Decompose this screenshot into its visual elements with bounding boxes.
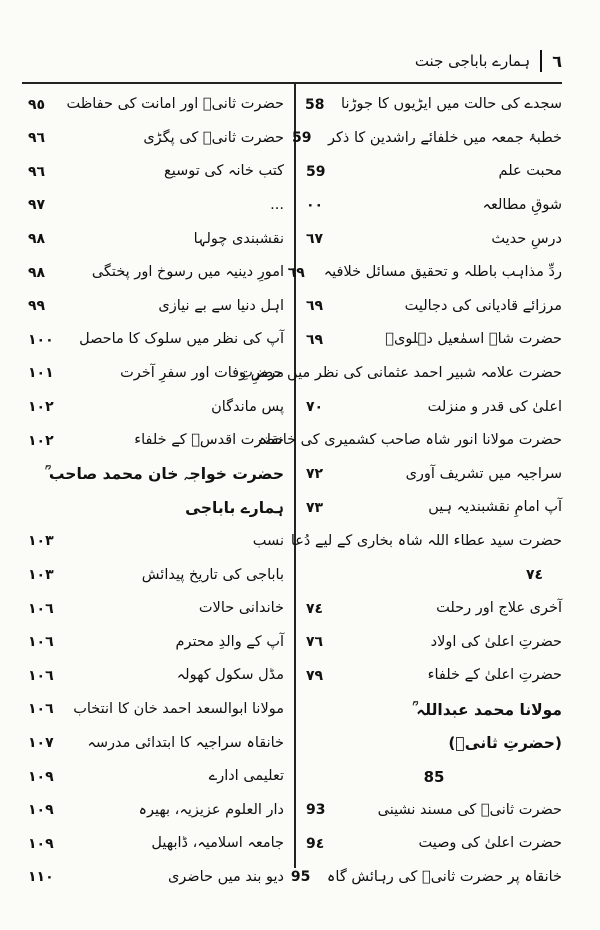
section-heading <box>306 695 562 725</box>
toc-entry-page: 58 <box>305 96 325 113</box>
toc-entry-page: ١١٠ <box>28 869 54 886</box>
toc-entry <box>28 325 284 355</box>
toc-entry-page: ٩٨ <box>28 264 46 281</box>
toc-entry <box>28 661 284 691</box>
toc-entry <box>28 695 284 725</box>
toc-entry-page: ١٠٩ <box>28 835 54 852</box>
toc-entry-title: نقشبندی چولہا <box>193 230 284 247</box>
toc-entry-title: خانقاہ سراجیہ کا ابتدائی مدرسہ <box>87 734 284 751</box>
toc-entry-title: مرضِ وفات اور سفرِ آخرت <box>120 365 284 382</box>
toc-entry <box>306 460 562 490</box>
toc-entry <box>292 124 562 154</box>
toc-entry-page: ٧٤ <box>306 600 324 617</box>
toc-entry-page: 85 <box>423 768 445 786</box>
toc-entry-title: خاندانی حالات <box>198 600 284 617</box>
toc-entry <box>258 426 562 456</box>
toc-entry-page: 9٤ <box>306 835 325 852</box>
toc-entry-page: ١٠٦ <box>28 667 54 684</box>
toc-entry-title: مولانا ابوالسعد احمد خان کا انتخاب <box>73 701 284 718</box>
toc-entry-page: ١٠١ <box>28 365 54 382</box>
toc-entry-page: ٧٦ <box>306 634 324 651</box>
toc-entry-title: حضرت ثانیؒ اور امانت کی حفاظت <box>66 96 284 113</box>
toc-entry-title: جامعہ اسلامیہ، ڈابھیل <box>151 835 284 852</box>
toc-entry-page: ٩٧ <box>28 197 46 214</box>
toc-entry <box>306 224 562 254</box>
toc-entry <box>306 392 562 422</box>
toc-entry <box>306 762 562 792</box>
toc-entry-page: 59 <box>292 130 312 147</box>
toc-entry <box>28 224 284 254</box>
toc-entry <box>28 292 284 322</box>
toc-entry-title: مرزائے قادیانی کی دجالیت <box>404 297 562 314</box>
toc-entry-page: ٩٥ <box>28 96 46 113</box>
toc-entry <box>28 527 284 557</box>
toc-entry-page: ٧٣ <box>306 499 324 516</box>
toc-entry-title: اعلیٰ کی قدر و منزلت <box>427 398 562 415</box>
toc-entry <box>287 258 562 288</box>
toc-entry-title: حضرت اقدسؒ کے خلفاء <box>134 432 284 449</box>
toc-left-column <box>28 90 284 890</box>
toc-entry-page: ١٠٠ <box>28 331 54 348</box>
toc-entry <box>306 628 562 658</box>
toc-entry <box>306 493 562 523</box>
toc-entry-title: حضرتِ اعلیٰ کے خلفاء <box>427 667 562 684</box>
toc-entry-page: ٧٩ <box>306 667 324 684</box>
toc-entry-title: محبت علم <box>498 163 562 180</box>
toc-entry-title: باباجی کی تاریخ پیدائش <box>141 566 284 583</box>
toc-entry-page: ١٠٢ <box>28 432 54 449</box>
toc-entry-page: 59 <box>306 163 326 180</box>
toc-entry-title: حضرت مولانا انور شاہ صاحب کشمیری کی خانقاہ <box>258 432 562 449</box>
toc-entry <box>28 728 284 758</box>
toc-entry-title: حضرت ثانیؒ کی پگڑی <box>143 129 284 146</box>
toc-entry-title: مولانا محمد عبداللہ ؒ <box>412 700 562 719</box>
toc-entry-page: ١٠٦ <box>28 600 54 617</box>
toc-entry-title: آپ امامِ نقشبندیہ ہیں <box>428 499 562 516</box>
toc-entry-page: ٦٧ <box>306 230 324 247</box>
toc-entry-title: نسب <box>252 533 284 550</box>
toc-entry-page: ١٠٧ <box>28 734 54 751</box>
toc-entry-title: مڈل سکول کھولہ <box>176 667 284 684</box>
toc-entry-title: کتب خانہ کی توسیع <box>163 163 284 180</box>
toc-entry <box>28 157 284 187</box>
toc-entry-page: ٧٢ <box>306 466 324 483</box>
toc-entry-title: شوقِ مطالعہ <box>482 197 562 214</box>
toc-entry-title: خطبۂ جمعہ میں خلفائے راشدین کا ذکر <box>328 129 562 146</box>
toc-entry-page: ١٠٩ <box>28 768 54 785</box>
section-heading <box>28 460 284 490</box>
toc-entry-title: (حضرتِ ثانیؒ) <box>448 734 562 753</box>
toc-entry <box>290 863 562 893</box>
toc-entry-title: درسِ حدیث <box>491 230 562 247</box>
toc-entry-page: 95 <box>290 869 311 886</box>
toc-entry-title: حضرت شاہ اسمٰعیل دہلویؒ <box>385 331 562 348</box>
toc-entry-page: ٩٦ <box>28 130 46 147</box>
toc-entry-title: اہل دنیا سے بے نیازی <box>158 297 284 314</box>
toc-entry <box>28 191 284 221</box>
toc-entry <box>306 594 562 624</box>
toc-entry-page: ٩٦ <box>28 163 46 180</box>
toc-entry-page: ١٠٦ <box>28 701 54 718</box>
section-heading <box>306 728 562 758</box>
toc-entry <box>28 258 284 288</box>
toc-entry <box>28 628 284 658</box>
toc-entry-page: 93 <box>306 802 326 819</box>
toc-entry-title: حضرت سید عطاء اللہ شاہ بخاری کے لیے دُعا <box>290 533 562 550</box>
toc-entry <box>306 661 562 691</box>
toc-entry-title: دار العلوم عزیزیہ، بھیرہ <box>138 801 284 818</box>
page-number: ٦ <box>552 51 562 71</box>
toc-entry-page: ۰۰ <box>306 197 324 214</box>
toc-entry <box>28 863 284 893</box>
toc-entry-title: آپ کی نظر میں سلوک کا ماحصل <box>79 331 284 348</box>
toc-entry-page: ١٠٢ <box>28 398 54 415</box>
toc-entry-title: ردِّ مذاہب باطلہ و تحقیق مسائل خلافیہ <box>323 264 562 281</box>
toc-entry-title: دیو بند میں حاضری <box>167 869 284 886</box>
section-heading <box>28 493 284 523</box>
toc-entry <box>306 560 562 590</box>
toc-entry <box>306 325 562 355</box>
toc-entry <box>306 191 562 221</box>
header-rule <box>22 82 562 84</box>
toc-entry <box>306 292 562 322</box>
toc-entry <box>306 90 562 120</box>
toc-entry-page: ١٠٦ <box>28 634 54 651</box>
toc-entry-title: حضرت اعلیٰ کی وصیت <box>418 835 562 852</box>
toc-entry-page: ١٠٩ <box>28 802 54 819</box>
toc-entry-title: سراجیہ میں تشریف آوری <box>405 465 562 482</box>
toc-entry-title: پس ماندگان <box>211 398 284 415</box>
toc-entry-title: تعلیمی ادارے <box>208 768 284 785</box>
toc-entry-page: ٦٩ <box>306 331 324 348</box>
toc-entry-title: حضرت علامہ شبیر احمد عثمانی کی نظر میں حضرتِ <box>239 365 562 382</box>
toc-entry-title: ... <box>270 197 284 214</box>
toc-entry <box>28 796 284 826</box>
toc-entry <box>306 157 562 187</box>
toc-entry-page: ٧٤ <box>526 566 544 583</box>
header-divider <box>540 50 542 72</box>
toc-entry <box>306 829 562 859</box>
column-divider <box>294 82 296 868</box>
toc-entry-page: ٩٩ <box>28 298 46 315</box>
toc-entry-page: ٦٩ <box>287 264 305 281</box>
toc-entry-title: آپ کے والدِ محترم <box>175 633 284 650</box>
toc-entry <box>28 392 284 422</box>
toc-entry <box>28 829 284 859</box>
toc-entry-title: حضرت ثانیؒ کی مسند نشینی <box>377 801 562 818</box>
toc-entry-title: خانقاہ پر حضرت ثانیؒ کی رہائش گاہ <box>326 869 562 886</box>
toc-entry-title: حضرتِ اعلیٰ کی اولاد <box>430 633 562 650</box>
toc-entry-page: ٧٠ <box>306 398 324 415</box>
toc-entry-title: امورِ دینیہ میں رسوخ اور پختگی <box>91 264 284 281</box>
toc-entry-page: ٦٩ <box>306 298 324 315</box>
toc-entry <box>28 124 284 154</box>
toc-entry <box>28 594 284 624</box>
toc-entry-page: ١٠٣ <box>28 566 54 583</box>
toc-entry <box>28 90 284 120</box>
toc-entry <box>290 527 562 557</box>
toc-entry <box>306 796 562 826</box>
toc-entry <box>239 359 562 389</box>
toc-entry <box>28 762 284 792</box>
toc-entry-title: آخری علاج اور رحلت <box>436 600 562 617</box>
toc-entry-page: ١٠٣ <box>28 533 54 550</box>
toc-entry-title: ہمارے باباجی <box>185 498 284 517</box>
running-header <box>415 50 562 72</box>
running-title: ہمارے باباجی جنت <box>414 52 531 70</box>
toc-entry <box>28 359 284 389</box>
toc-entry-page: ٩٨ <box>28 230 46 247</box>
toc-entry-title: حضرت خواجہ خان محمد صاحب ؒ <box>45 465 284 484</box>
toc-entry-title: سجدے کی حالت میں ایڑیوں کا جوڑنا <box>341 96 562 113</box>
toc-entry <box>28 426 284 456</box>
toc-entry <box>28 560 284 590</box>
